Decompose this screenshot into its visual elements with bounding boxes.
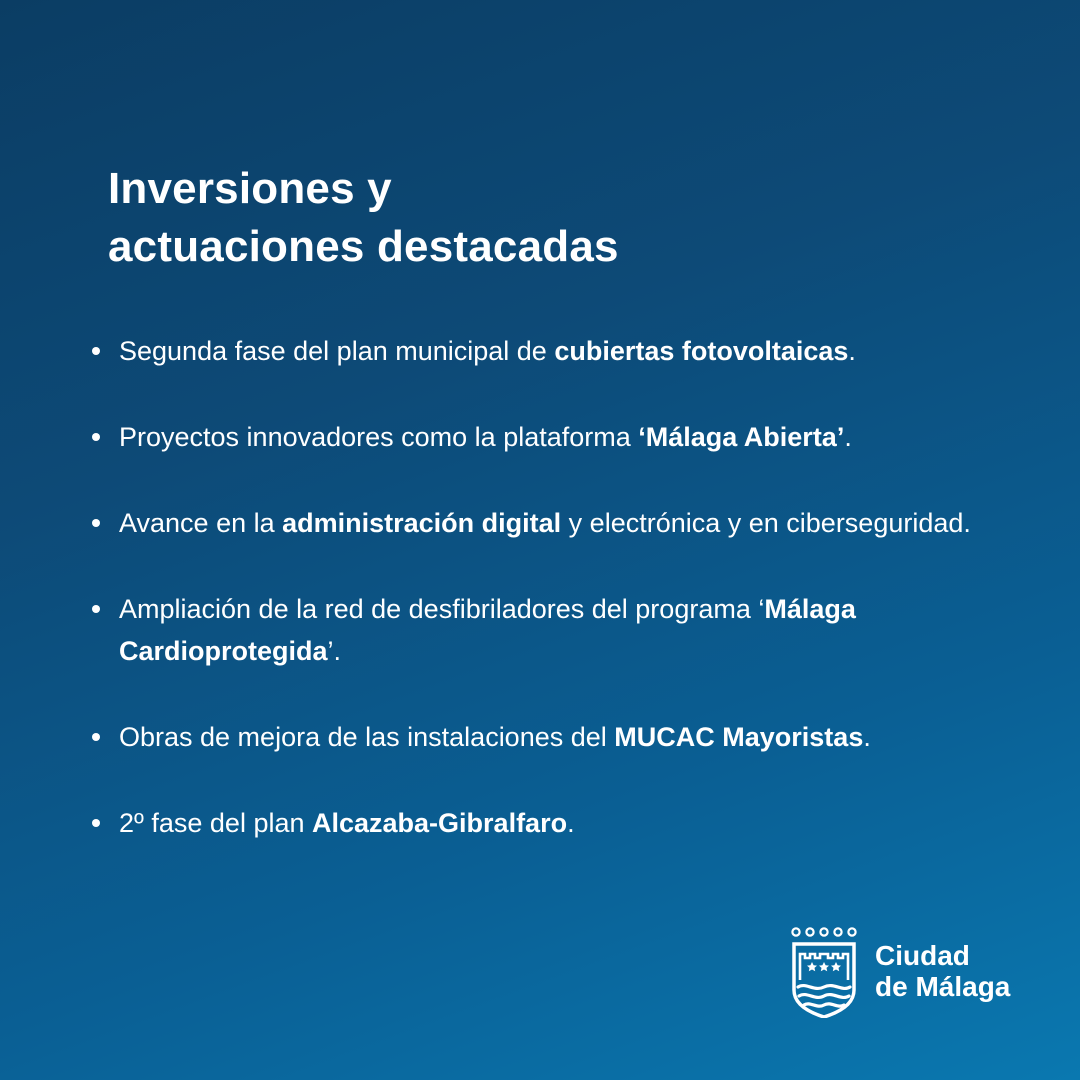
list-item [92, 502, 992, 544]
bullet-dot-icon [92, 519, 100, 527]
item-text: Ampliación de la red de desfibriladores del programa ‘ [119, 594, 765, 624]
item-text-end: ’. [327, 636, 342, 666]
logo-line-1: Ciudad [875, 940, 970, 971]
item-highlight: ‘Málaga Abierta’ [638, 422, 845, 452]
logo-line-2: de Málaga [875, 971, 1011, 1002]
title-line-1: Inversiones y [108, 164, 392, 213]
bullet-dot-icon [92, 605, 100, 613]
item-text: Proyectos innovadores como la plataforma [119, 422, 639, 452]
bullet-dot-icon [92, 433, 100, 441]
page-title [108, 160, 619, 276]
item-text: Segunda fase del plan municipal de [119, 336, 555, 366]
title-line-2: actuaciones destacadas [108, 222, 619, 271]
item-highlight: Málaga Cardioprotegida [119, 594, 856, 666]
list-item [92, 716, 992, 758]
item-text: Obras de mejora de las instalaciones del [119, 722, 615, 752]
item-text: 2º fase del plan [119, 808, 312, 838]
bullet-dot-icon [92, 347, 100, 355]
list-item [92, 588, 992, 672]
item-highlight: Alcazaba-Gibralfaro [312, 808, 568, 838]
item-text-end: y electrónica y en ciberseguridad. [561, 508, 971, 538]
list-item [92, 330, 992, 372]
list-item [92, 416, 992, 458]
item-text-end: . [863, 722, 871, 752]
bullet-dot-icon [92, 819, 100, 827]
item-text-end: . [844, 422, 852, 452]
item-highlight: administración digital [282, 508, 562, 538]
highlights-list [92, 330, 992, 844]
bullet-dot-icon [92, 733, 100, 741]
item-text-end: . [848, 336, 856, 366]
item-text: Avance en la [119, 508, 283, 538]
list-item [92, 802, 992, 844]
city-shield-icon [790, 924, 858, 1018]
item-highlight: MUCAC Mayoristas [614, 722, 864, 752]
item-highlight: cubiertas fotovoltaicas [554, 336, 849, 366]
ciudad-de-malaga-logo [790, 924, 1030, 1020]
item-text-end: . [567, 808, 575, 838]
logo-text [875, 940, 1010, 1002]
